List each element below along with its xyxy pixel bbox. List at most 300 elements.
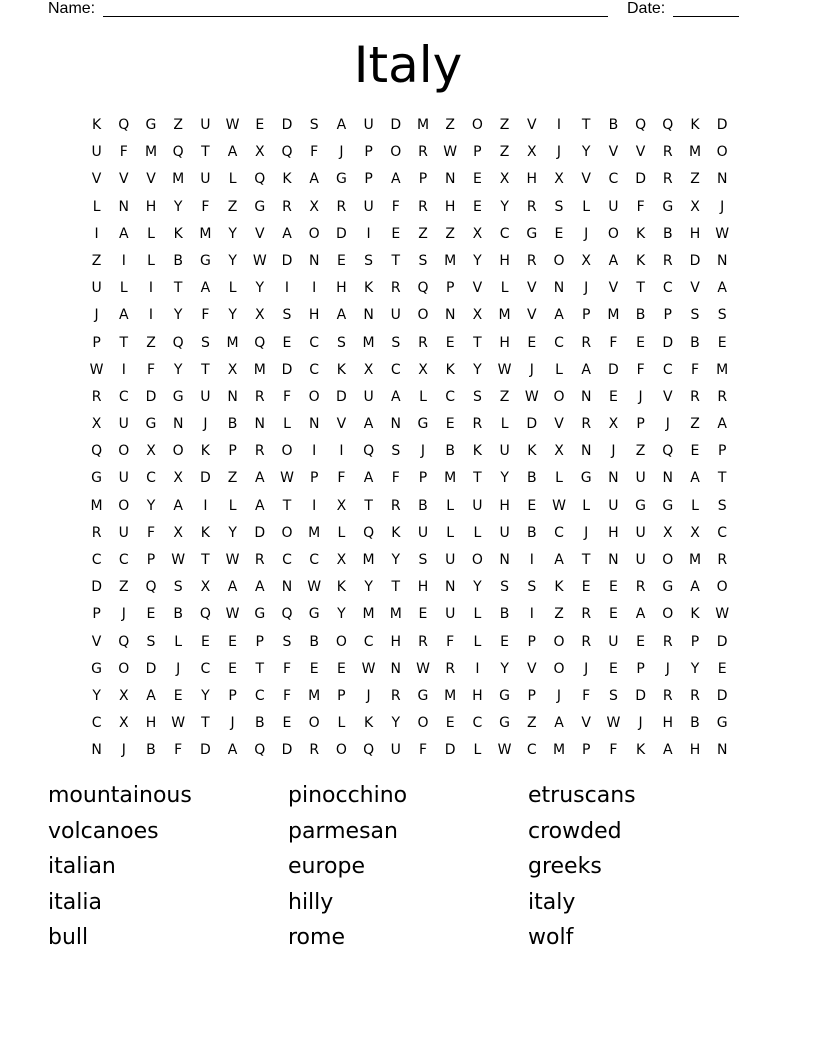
grid-letter[interactable]: E <box>472 198 482 215</box>
grid-letter[interactable]: X <box>526 144 537 161</box>
grid-letter[interactable]: N <box>390 416 402 433</box>
grid-letter[interactable]: D <box>145 660 157 677</box>
grid-letter[interactable]: G <box>254 606 266 623</box>
grid-letter[interactable]: P <box>636 660 645 677</box>
grid-letter[interactable]: M <box>362 552 375 568</box>
grid-letter[interactable]: I <box>203 497 208 514</box>
grid-letter[interactable]: A <box>227 144 238 161</box>
grid-letter[interactable]: V <box>554 416 564 433</box>
grid-letter[interactable]: N <box>444 579 456 596</box>
grid-letter[interactable]: N <box>716 252 728 269</box>
grid-letter[interactable]: E <box>500 633 510 650</box>
grid-letter[interactable]: M <box>716 361 729 378</box>
grid-letter[interactable]: Y <box>228 252 237 269</box>
grid-letter[interactable]: G <box>499 687 511 704</box>
grid-letter[interactable]: Q <box>199 606 211 623</box>
grid-letter[interactable]: Q <box>363 742 375 759</box>
grid-letter[interactable]: F <box>119 144 128 161</box>
grid-letter[interactable]: J <box>203 416 208 433</box>
grid-letter[interactable]: N <box>444 171 456 188</box>
grid-letter[interactable]: T <box>581 552 591 568</box>
grid-letter[interactable]: W <box>552 497 566 514</box>
grid-letter[interactable]: G <box>580 470 592 487</box>
grid-letter[interactable]: Y <box>500 660 509 677</box>
grid-letter[interactable]: Y <box>228 524 237 541</box>
grid-letter[interactable]: G <box>145 416 157 433</box>
grid-letter[interactable]: E <box>228 633 238 650</box>
grid-letter[interactable]: J <box>611 443 616 460</box>
grid-letter[interactable]: C <box>282 552 292 568</box>
grid-letter[interactable]: S <box>554 198 564 215</box>
grid-letter[interactable]: U <box>417 524 429 541</box>
grid-letter[interactable]: P <box>255 633 264 650</box>
grid-letter[interactable]: S <box>282 307 292 324</box>
grid-letter[interactable]: N <box>444 307 456 324</box>
grid-letter[interactable]: Z <box>635 443 646 460</box>
grid-letter[interactable]: F <box>282 660 292 677</box>
grid-letter[interactable]: G <box>91 470 103 487</box>
grid-letter[interactable]: D <box>200 742 211 759</box>
grid-letter[interactable]: A <box>254 470 265 487</box>
grid-letter[interactable]: S <box>282 633 292 650</box>
grid-letter[interactable]: J <box>556 687 562 704</box>
grid-letter[interactable]: T <box>391 252 401 269</box>
grid-letter[interactable]: V <box>635 144 646 161</box>
grid-letter[interactable]: Y <box>255 280 265 297</box>
grid-letter[interactable]: F <box>446 633 455 650</box>
grid-letter[interactable]: H <box>662 715 674 732</box>
grid-letter[interactable]: L <box>228 280 237 297</box>
grid-letter[interactable]: T <box>255 660 265 677</box>
grid-letter[interactable]: X <box>581 252 591 269</box>
grid-letter[interactable]: X <box>554 443 564 460</box>
grid-letter[interactable]: B <box>227 416 238 433</box>
grid-letter[interactable]: F <box>391 198 400 215</box>
grid-letter[interactable]: E <box>636 334 646 351</box>
grid-letter[interactable]: U <box>363 388 374 405</box>
grid-letter[interactable]: D <box>635 687 646 704</box>
grid-letter[interactable]: H <box>689 225 701 242</box>
grid-letter[interactable]: G <box>635 497 647 514</box>
grid-letter[interactable]: K <box>690 606 700 623</box>
grid-letter[interactable]: P <box>418 171 428 188</box>
grid-letter[interactable]: W <box>361 660 376 677</box>
grid-letter[interactable]: W <box>171 715 186 732</box>
grid-letter[interactable]: U <box>390 742 401 759</box>
grid-letter[interactable]: L <box>337 524 346 541</box>
grid-letter[interactable]: D <box>526 416 538 433</box>
grid-letter[interactable]: X <box>254 307 265 324</box>
grid-letter[interactable]: A <box>227 742 238 759</box>
grid-letter[interactable]: A <box>173 497 183 514</box>
grid-letter[interactable]: M <box>144 144 158 161</box>
grid-letter[interactable]: L <box>555 470 563 487</box>
grid-letter[interactable]: Z <box>227 198 238 215</box>
grid-letter[interactable]: N <box>608 552 619 568</box>
grid-letter[interactable]: O <box>308 225 320 242</box>
grid-letter[interactable]: P <box>527 633 536 650</box>
grid-letter[interactable]: F <box>201 198 210 215</box>
grid-letter[interactable]: F <box>174 742 183 759</box>
grid-letter[interactable]: Y <box>581 144 591 161</box>
grid-letter[interactable]: B <box>526 524 537 541</box>
grid-letter[interactable]: F <box>636 361 645 378</box>
grid-letter[interactable]: A <box>336 307 347 324</box>
grid-letter[interactable]: P <box>445 280 455 297</box>
grid-letter[interactable]: O <box>118 497 130 514</box>
grid-letter[interactable]: M <box>444 687 457 704</box>
grid-letter[interactable]: X <box>200 579 211 596</box>
grid-letter[interactable]: W <box>416 660 430 677</box>
grid-letter[interactable]: R <box>390 497 401 514</box>
grid-letter[interactable]: H <box>145 715 157 732</box>
grid-letter[interactable]: O <box>471 117 483 133</box>
grid-letter[interactable]: M <box>688 552 702 568</box>
grid-letter[interactable]: M <box>444 470 457 487</box>
grid-letter[interactable]: P <box>364 171 373 188</box>
grid-letter[interactable]: T <box>581 117 591 133</box>
grid-letter[interactable]: J <box>121 606 126 623</box>
grid-letter[interactable]: O <box>417 307 429 324</box>
grid-letter[interactable]: W <box>606 715 621 732</box>
grid-letter[interactable]: H <box>444 198 456 215</box>
grid-letter[interactable]: P <box>309 470 319 487</box>
grid-letter[interactable]: Q <box>254 334 266 351</box>
grid-letter[interactable]: T <box>391 579 401 596</box>
grid-letter[interactable]: U <box>91 144 102 161</box>
grid-letter[interactable]: W <box>252 252 267 269</box>
grid-letter[interactable]: Q <box>281 144 293 161</box>
grid-letter[interactable]: Q <box>635 117 647 133</box>
grid-letter[interactable]: Z <box>499 117 510 133</box>
grid-letter[interactable]: M <box>308 524 321 541</box>
grid-letter[interactable]: R <box>717 552 728 568</box>
grid-letter[interactable]: E <box>717 334 727 351</box>
grid-letter[interactable]: X <box>690 198 700 215</box>
grid-letter[interactable]: R <box>581 633 592 650</box>
grid-letter[interactable]: B <box>635 307 646 324</box>
grid-letter[interactable]: W <box>715 606 730 623</box>
grid-letter[interactable]: E <box>173 687 183 704</box>
grid-letter[interactable]: I <box>475 660 480 677</box>
grid-letter[interactable]: U <box>608 497 619 514</box>
grid-letter[interactable]: E <box>255 117 265 133</box>
grid-letter[interactable]: J <box>121 742 126 759</box>
grid-letter[interactable]: C <box>662 280 673 297</box>
grid-letter[interactable]: N <box>580 443 592 460</box>
grid-letter[interactable]: K <box>364 280 374 297</box>
grid-letter[interactable]: H <box>689 742 701 759</box>
grid-letter[interactable]: Y <box>500 198 509 215</box>
grid-letter[interactable]: L <box>473 606 482 623</box>
grid-letter[interactable]: M <box>688 144 702 161</box>
grid-letter[interactable]: J <box>638 715 643 732</box>
grid-letter[interactable]: R <box>662 252 673 269</box>
grid-letter[interactable]: N <box>308 252 320 269</box>
grid-letter[interactable]: R <box>418 633 428 650</box>
grid-letter[interactable]: I <box>339 443 344 460</box>
grid-letter[interactable]: S <box>173 579 183 596</box>
grid-letter[interactable]: G <box>199 252 211 269</box>
grid-letter[interactable]: T <box>201 361 210 378</box>
grid-letter[interactable]: A <box>254 579 265 596</box>
grid-letter[interactable]: C <box>309 334 320 351</box>
grid-letter[interactable]: O <box>716 579 728 596</box>
grid-letter[interactable]: R <box>581 334 592 351</box>
grid-letter[interactable]: A <box>717 416 727 433</box>
grid-letter[interactable]: J <box>420 443 426 460</box>
grid-letter[interactable]: R <box>662 687 673 704</box>
grid-letter[interactable]: Y <box>337 606 346 623</box>
grid-letter[interactable]: E <box>418 606 428 623</box>
grid-letter[interactable]: T <box>201 552 210 568</box>
grid-letter[interactable]: D <box>662 334 674 351</box>
grid-letter[interactable]: M <box>362 334 375 351</box>
grid-letter[interactable]: L <box>92 198 101 215</box>
grid-letter[interactable]: I <box>148 307 154 324</box>
grid-letter[interactable]: B <box>608 117 619 133</box>
grid-letter[interactable]: X <box>690 524 700 541</box>
grid-letter[interactable]: J <box>584 280 589 297</box>
grid-letter[interactable]: Y <box>173 307 183 324</box>
grid-letter[interactable]: C <box>363 633 374 650</box>
grid-letter[interactable]: E <box>527 334 537 351</box>
grid-letter[interactable]: S <box>418 252 428 269</box>
grid-letter[interactable]: P <box>636 416 645 433</box>
grid-letter[interactable]: X <box>146 443 156 460</box>
grid-letter[interactable]: T <box>364 497 373 514</box>
grid-letter[interactable]: B <box>254 715 265 732</box>
grid-letter[interactable]: D <box>281 252 293 269</box>
grid-letter[interactable]: K <box>336 579 346 596</box>
grid-letter[interactable]: V <box>146 171 156 188</box>
grid-letter[interactable]: C <box>91 552 102 568</box>
grid-letter[interactable]: M <box>199 225 212 242</box>
grid-letter[interactable]: D <box>91 579 102 596</box>
grid-letter[interactable]: R <box>390 280 401 297</box>
grid-letter[interactable]: Q <box>254 171 266 188</box>
grid-letter[interactable]: Y <box>173 361 183 378</box>
grid-letter[interactable]: E <box>146 606 156 623</box>
grid-letter[interactable]: L <box>446 497 455 514</box>
grid-letter[interactable]: O <box>335 742 347 759</box>
grid-letter[interactable]: O <box>118 443 130 460</box>
grid-letter[interactable]: L <box>419 388 427 405</box>
grid-letter[interactable]: Y <box>92 687 101 704</box>
grid-letter[interactable]: H <box>308 307 320 324</box>
grid-letter[interactable]: X <box>91 416 102 433</box>
grid-letter[interactable]: B <box>690 334 700 351</box>
grid-letter[interactable]: D <box>716 117 728 133</box>
grid-letter[interactable]: K <box>554 579 564 596</box>
grid-letter[interactable]: U <box>118 524 129 541</box>
grid-letter[interactable]: L <box>337 715 346 732</box>
grid-letter[interactable]: K <box>391 524 401 541</box>
grid-letter[interactable]: E <box>391 225 401 242</box>
grid-letter[interactable]: U <box>118 416 129 433</box>
grid-letter[interactable]: M <box>90 497 103 514</box>
grid-letter[interactable]: J <box>366 687 371 704</box>
grid-letter[interactable]: Y <box>173 198 183 215</box>
grid-letter[interactable]: A <box>581 361 591 378</box>
grid-letter[interactable]: E <box>636 633 646 650</box>
grid-letter[interactable]: Q <box>118 633 130 650</box>
grid-letter[interactable]: O <box>281 524 293 541</box>
grid-letter[interactable]: T <box>119 334 129 351</box>
grid-letter[interactable]: A <box>690 470 700 487</box>
grid-letter[interactable]: J <box>339 144 344 161</box>
grid-letter[interactable]: I <box>284 280 290 297</box>
grid-letter[interactable]: J <box>720 198 725 215</box>
grid-letter[interactable]: B <box>173 606 183 623</box>
grid-letter[interactable]: D <box>200 470 211 487</box>
grid-letter[interactable]: X <box>662 524 673 541</box>
grid-letter[interactable]: M <box>253 361 266 378</box>
grid-letter[interactable]: H <box>417 579 429 596</box>
grid-letter[interactable]: K <box>527 443 537 460</box>
grid-letter[interactable]: U <box>635 470 646 487</box>
grid-letter[interactable]: F <box>690 361 700 378</box>
grid-letter[interactable]: E <box>282 715 292 732</box>
grid-letter[interactable]: X <box>336 497 347 514</box>
grid-letter[interactable]: J <box>230 715 235 732</box>
grid-letter[interactable]: Y <box>391 552 401 568</box>
grid-letter[interactable]: Q <box>254 742 266 759</box>
grid-letter[interactable]: V <box>91 633 102 650</box>
grid-letter[interactable]: Z <box>173 117 183 133</box>
grid-letter[interactable]: Q <box>281 606 293 623</box>
grid-letter[interactable]: A <box>227 579 238 596</box>
grid-letter[interactable]: V <box>608 280 619 297</box>
grid-letter[interactable]: J <box>584 660 589 677</box>
grid-letter[interactable]: S <box>527 579 537 596</box>
grid-letter[interactable]: P <box>717 443 727 460</box>
grid-letter[interactable]: E <box>336 660 346 677</box>
grid-letter[interactable]: Z <box>445 117 455 133</box>
grid-letter[interactable]: E <box>527 497 537 514</box>
grid-letter[interactable]: H <box>336 280 347 297</box>
grid-letter[interactable]: S <box>336 334 346 351</box>
grid-letter[interactable]: X <box>173 524 183 541</box>
grid-letter[interactable]: R <box>418 144 428 161</box>
grid-letter[interactable]: C <box>472 715 483 732</box>
grid-letter[interactable]: D <box>635 171 646 188</box>
grid-letter[interactable]: O <box>662 552 674 568</box>
grid-letter[interactable]: O <box>281 443 293 460</box>
grid-letter[interactable]: F <box>582 687 591 704</box>
grid-letter[interactable]: M <box>226 334 239 351</box>
grid-letter[interactable]: V <box>254 225 265 242</box>
grid-letter[interactable]: G <box>499 715 511 732</box>
grid-letter[interactable]: K <box>200 524 210 541</box>
grid-letter[interactable]: F <box>391 470 400 487</box>
grid-letter[interactable]: N <box>716 171 728 188</box>
grid-letter[interactable]: D <box>390 117 402 133</box>
grid-letter[interactable]: D <box>254 524 266 541</box>
grid-letter[interactable]: O <box>118 660 130 677</box>
grid-letter[interactable]: L <box>119 280 128 297</box>
grid-letter[interactable]: Z <box>146 334 156 351</box>
grid-letter[interactable]: T <box>201 144 210 161</box>
grid-letter[interactable]: U <box>91 280 102 297</box>
grid-letter[interactable]: A <box>690 579 700 596</box>
grid-letter[interactable]: I <box>121 361 126 378</box>
grid-letter[interactable]: X <box>472 307 483 324</box>
grid-letter[interactable]: W <box>225 117 240 133</box>
grid-letter[interactable]: X <box>173 470 183 487</box>
grid-letter[interactable]: V <box>91 171 102 188</box>
grid-letter[interactable]: G <box>91 660 103 677</box>
grid-letter[interactable]: X <box>363 361 374 378</box>
grid-letter[interactable]: V <box>581 171 591 188</box>
grid-letter[interactable]: L <box>691 497 699 514</box>
grid-letter[interactable]: N <box>172 416 184 433</box>
grid-letter[interactable]: F <box>146 361 156 378</box>
grid-letter[interactable]: N <box>608 470 619 487</box>
grid-letter[interactable]: S <box>690 307 700 324</box>
grid-letter[interactable]: P <box>92 606 101 623</box>
grid-letter[interactable]: V <box>526 660 537 677</box>
grid-letter[interactable]: G <box>145 117 157 133</box>
grid-letter[interactable]: A <box>363 470 374 487</box>
grid-letter[interactable]: R <box>690 388 700 405</box>
grid-letter[interactable]: D <box>716 633 728 650</box>
grid-letter[interactable]: D <box>716 687 728 704</box>
grid-letter[interactable]: Y <box>473 579 482 596</box>
grid-letter[interactable]: S <box>717 497 727 514</box>
grid-letter[interactable]: R <box>581 606 592 623</box>
grid-letter[interactable]: G <box>254 198 266 215</box>
grid-letter[interactable]: J <box>556 144 562 161</box>
grid-letter[interactable]: U <box>118 470 129 487</box>
grid-letter[interactable]: W <box>171 552 186 568</box>
grid-letter[interactable]: D <box>608 361 619 378</box>
grid-letter[interactable]: A <box>608 252 619 269</box>
grid-letter[interactable]: W <box>225 606 240 623</box>
grid-letter[interactable]: Y <box>690 660 700 677</box>
grid-letter[interactable]: C <box>200 660 211 677</box>
grid-letter[interactable]: R <box>254 388 265 405</box>
grid-letter[interactable]: E <box>608 579 618 596</box>
grid-letter[interactable]: B <box>309 633 319 650</box>
grid-letter[interactable]: T <box>282 497 292 514</box>
grid-letter[interactable]: R <box>717 388 728 405</box>
grid-letter[interactable]: R <box>445 660 456 677</box>
grid-letter[interactable]: X <box>118 715 129 732</box>
grid-letter[interactable]: S <box>364 252 374 269</box>
grid-letter[interactable]: T <box>636 280 645 297</box>
grid-letter[interactable]: N <box>390 660 402 677</box>
grid-letter[interactable]: B <box>146 742 156 759</box>
grid-letter[interactable]: I <box>312 443 317 460</box>
grid-letter[interactable]: K <box>690 117 700 133</box>
grid-letter[interactable]: M <box>362 606 375 623</box>
grid-letter[interactable]: N <box>118 198 130 215</box>
grid-letter[interactable]: V <box>526 117 537 133</box>
grid-letter[interactable]: W <box>443 144 458 161</box>
grid-letter[interactable]: U <box>363 117 374 133</box>
grid-letter[interactable]: W <box>225 552 240 568</box>
grid-letter[interactable]: X <box>309 198 319 215</box>
grid-letter[interactable]: Z <box>418 225 428 242</box>
grid-letter[interactable]: O <box>553 660 565 677</box>
grid-letter[interactable]: B <box>418 497 428 514</box>
grid-letter[interactable]: J <box>665 660 670 677</box>
grid-letter[interactable]: L <box>283 416 291 433</box>
grid-letter[interactable]: P <box>527 687 536 704</box>
grid-letter[interactable]: O <box>553 633 565 650</box>
grid-letter[interactable]: P <box>418 470 428 487</box>
